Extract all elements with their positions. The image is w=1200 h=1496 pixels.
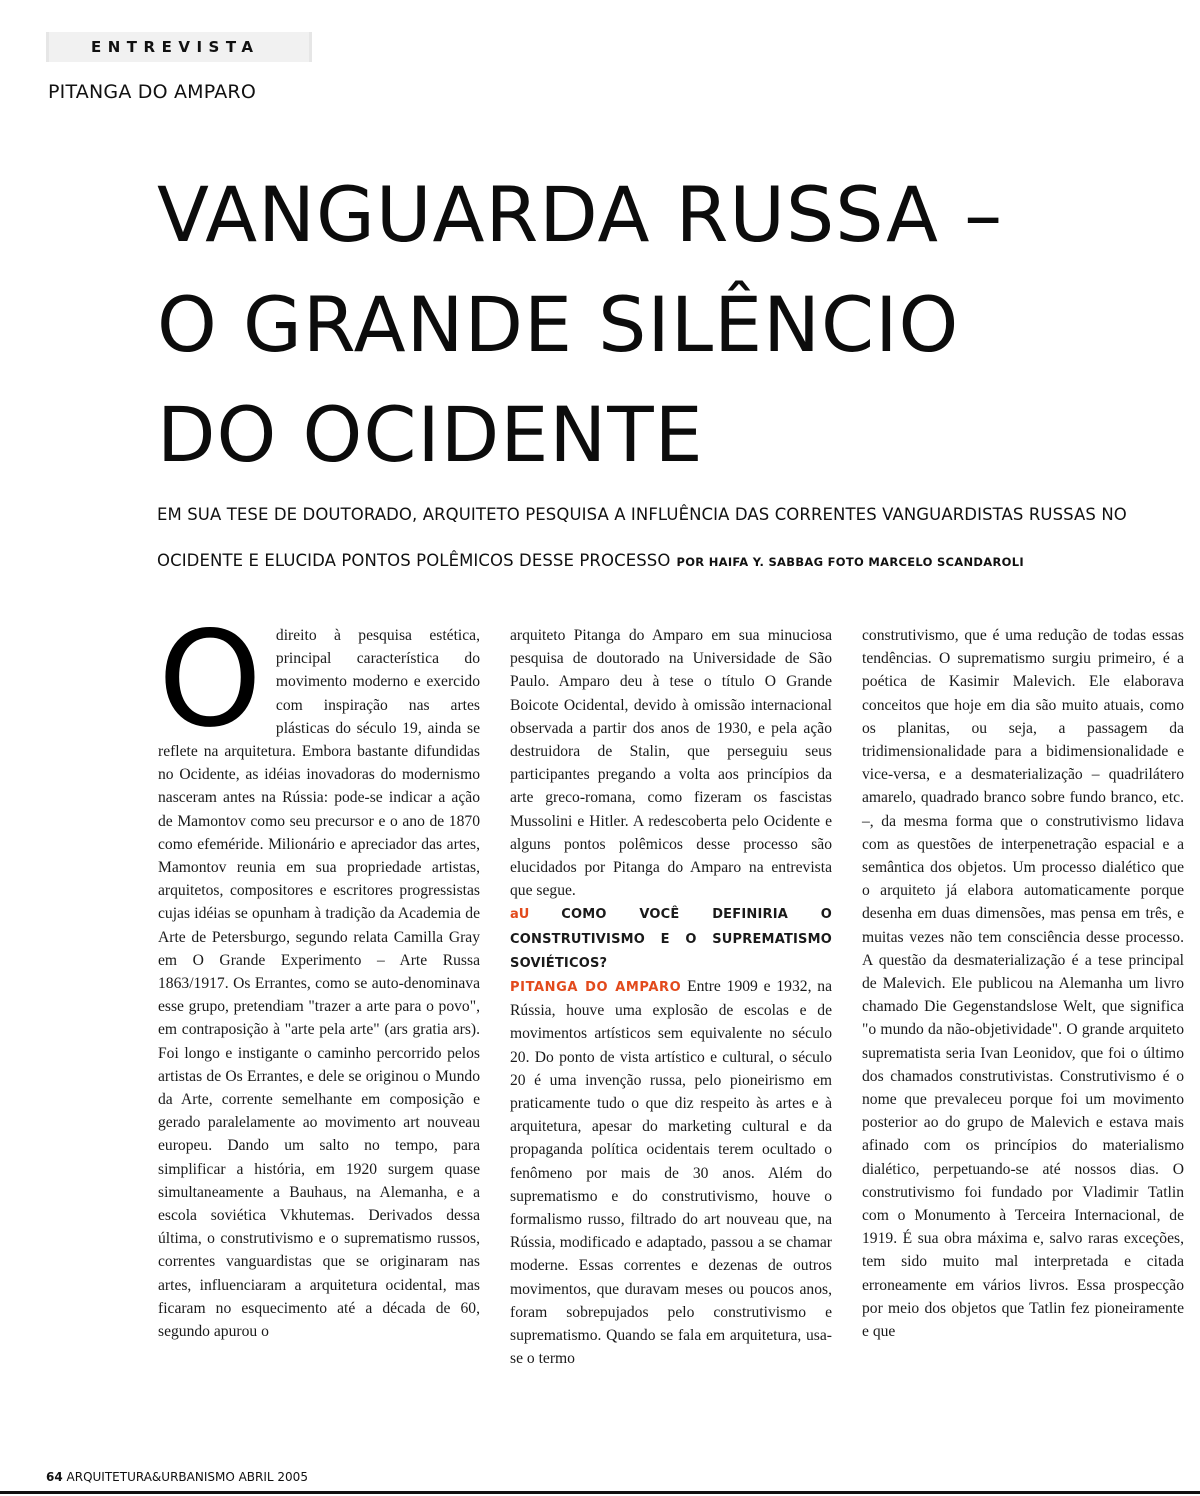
question-marker: aU [510,907,530,923]
section-tag [46,32,312,62]
body-column-1 [158,603,480,1343]
interview-question [510,902,832,975]
interview-answer [510,975,832,1370]
column-3-text: construtivismo, que é uma redução de todas essas tendências. O suprematismo surgiu primeiro, é a poética de Kasimir Malevich. Ele elaborava conceitos que hoje em dia são muito atuais, como os planitas, ou seja, a passagem da tridimensionalidade para a bidimensionalidade e vice-versa, e a desmaterialização – quadrilátero amarelo, quadrado branco sobre fundo branco, etc. –, da mesma forma que o construtivismo lidava com as questões de interpenetração espacial e a semântica dos objetos. Um processo dialético que o arquiteto já elabora automaticamente porque desenha em duas dimensões, mas pensa em três, e muitas vezes não tem consciência desse processo. A questão da desmaterialização é a tese principal de Malevich. Ele publicou na Alemanha um livro chamado Die Gegenstandslose Welt, que significa "o mundo da não-objetividade". O grande arquiteto suprematista seria Ivan Leonidov, que foi o último dos chamados construtivistas. Construtivismo é o nome que prevaleceu porque foi um movimento posterior ao do grupo de Malevich e estava mais afinado com os princípios do materialismo dialético, perpetuando-se até nossos dias. O construtivismo foi fundado por Vladimir Tatlin com o Monumento à Terceira Internacional, de 1919. É sua obra máxima e, salvo raras exceções, tem sido muito mal interpretada e citada erroneamente em vários livros. Essa prospecção por meio dos objetos que Tatlin fez pioneiramente e que [862,627,1184,1341]
question-text: COMO VOCÊ DEFINIRIA O CONSTRUTIVISMO E O SUPREMATISMO SOVIÉTICOS? [510,907,832,971]
page-number: 64 [46,1470,63,1484]
answer-text: Entre 1909 e 1932, na Rússia, houve uma explosão de escolas e de movimentos artísticos sem equivalente no século 20. Do ponto de vista artístico e cultural, o século 20 é uma invenção russa, pelo pioneirismo em praticamente tudo o que diz respeito às artes e à arquitetura, apesar do marketing cultural e da propaganda política ocidentais terem ocultado o fenômeno por mais de 30 anos. Além do suprematismo e do construtivismo, houve o formalismo russo, filtrado do art nouveau que, na Rússia, modificado e adaptado, passou a se chamar moderne. Essas correntes e dezenas de outros movimentos, que duravam meses ou poucos anos, foram sobrepujados pelo construtivismo e suprematismo. Quando se fala em arquitetura, usa-se o termo [510,978,832,1368]
publication-info: ARQUITETURA&URBANISMO ABRIL 2005 [66,1470,308,1484]
bottom-rule [0,1491,1200,1494]
headline-line-1: VANGUARDA RUSSA – [157,170,1004,259]
body-column-2 [510,624,832,1371]
drop-cap: O [158,603,262,757]
column-2-intro: arquiteto Pitanga do Amparo em sua minuciosa pesquisa de doutorado na Universidade de São Paulo. Amparo deu à tese o título O Grande Boicote Ocidental, devido à omissão internacional observada a partir dos anos de 1930, e pela ação destruidora de Stalin, que perseguiu seus participantes pregando a volta aos princípios da arte greco-romana, como fizeram os fascistas Mussolini e Hitler. A redescoberta pelo Ocidente e alguns pontos polêmicos desse processo são elucidados por Pitanga do Amparo na entrevista que segue. [510,627,832,900]
section-tag-label: ENTREVISTA [91,38,260,56]
deck-line-2 [157,551,1197,570]
column-1-text: direito à pesquisa estética, principal característica do movimento moderno e exercido com inspiração nas artes plásticas do século 19, ainda se reflete na arquitetura. Embora bastante difundidas no Ocidente, as idéias inovadoras do modernismo nasceram antes na Rússia: pode-se indicar a ação de Mamontov como seu precursor e o ano de 1870 como efeméride. Milionário e apreciador das artes, Mamontov reunia em sua propriedade artistas, arquitetos, compositores e escritores progressistas cujas idéias se opunham à tradição da Academia de Arte de Petersburgo, segundo relata Camilla Gray em O Grande Experimento – Arte Russa 1863/1917. Os Errantes, como se auto-denominava esse grupo, pretendiam "trazer a arte para o povo", em contraposição à "arte pela arte" (ars gratia ars). Foi longo e instigante o caminho percorrido pelos artistas de Os Errantes, e dele se originou o Mundo da Arte, corrente semelhante em composição e gerado paralelamente ao movimento art nouveau europeu. Dando um salto no tempo, para simplificar a história, em 1920 surgem quase simultaneamente a Bauhaus, na Alemanha, e a escola soviética Vkhutemas. Derivados dessa última, o construtivismo e o suprematismo russos, correntes vanguardistas que se originaram nas artes, influenciaram a arquitetura ocidental, mas ficaram no esquecimento até a década de 60, segundo apurou o [158,627,480,1341]
headline [157,160,1197,490]
article-paragraph [158,603,480,1343]
interviewee-name: PITANGA DO AMPARO [48,81,256,103]
deck-line-1: EM SUA TESE DE DOUTORADO, ARQUITETO PESQUISA A INFLUÊNCIA DAS CORRENTES VANGUARDISTAS RUSSAS NO [157,505,1127,524]
headline-line-2: O GRANDE SILÊNCIO [157,280,960,369]
body-column-3 [862,624,1184,1343]
answerer-name: PITANGA DO AMPARO [510,980,682,996]
deck-text: OCIDENTE E ELUCIDA PONTOS POLÊMICOS DESSE PROCESSO [157,551,671,570]
page-footer [46,1470,308,1484]
byline-credit: POR HAIFA Y. SABBAG FOTO MARCELO SCANDAROLI [676,555,1024,569]
headline-line-3: DO OCIDENTE [157,390,704,479]
